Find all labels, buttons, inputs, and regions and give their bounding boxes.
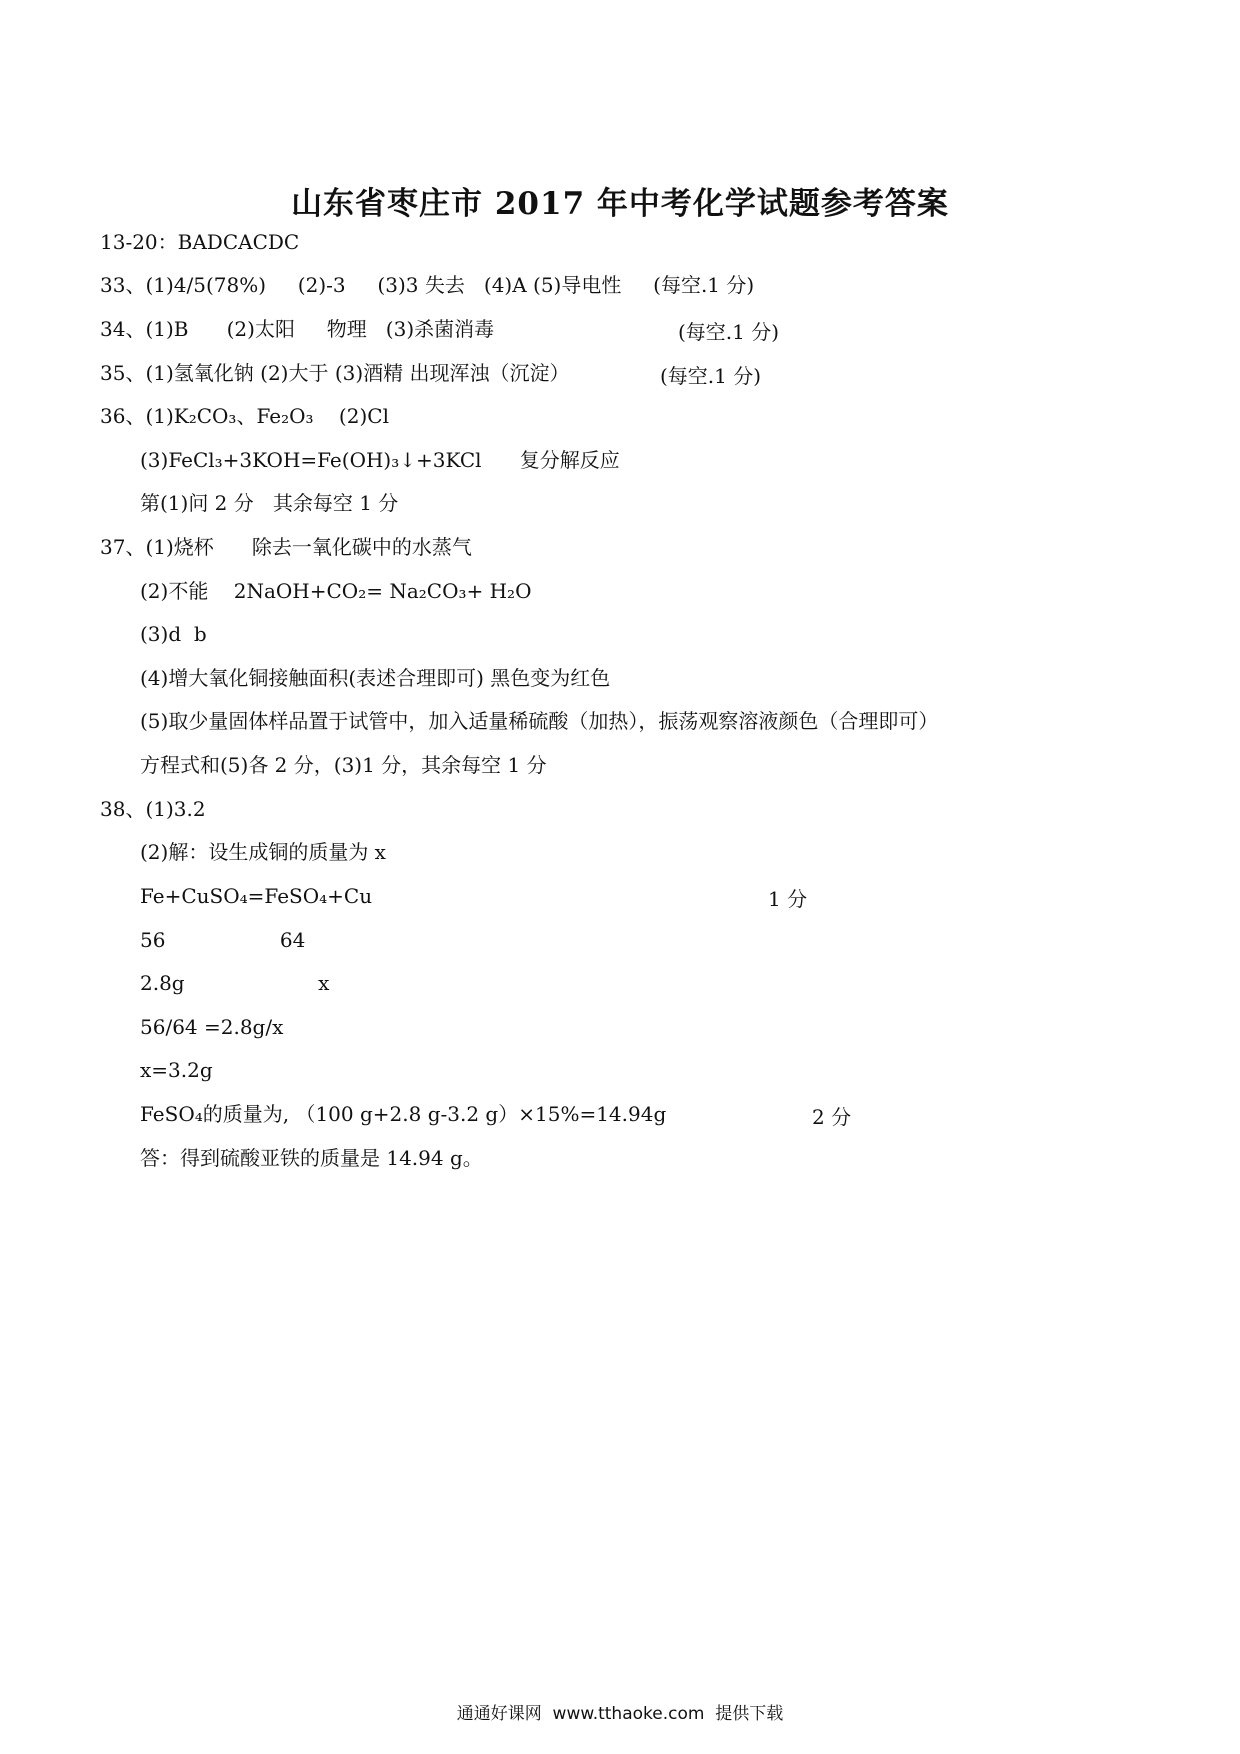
answer-38-part2: (2)解：设生成铜的质量为 x (140, 840, 386, 864)
answer-33: 33、(1)4/5(78%) (2)-3 (3)3 失去 (4)A (5)导电性 (每空.1 分) (100, 273, 755, 297)
answer-37-part4: (4)增大氧化铜接触面积(表述合理即可) 黑色变为红色 (140, 666, 611, 690)
answer-37-part2: (2)不能 2NaOH+CO₂= Na₂CO₃+ H₂O (140, 579, 532, 603)
answer-38-conclusion: 答：得到硫酸亚铁的质量是 14.94 g。 (140, 1146, 483, 1170)
answer-37-scoring: 方程式和(5)各 2 分，(3)1 分，其余每空 1 分 (140, 753, 547, 777)
footer-source: 通通好课网 www.tthaoke.com 提供下载 (456, 1704, 784, 1724)
answer-38-feso4: FeSO₄的质量为, （100 g+2.8 g-3.2 g）×15%=14.94g (140, 1102, 667, 1126)
answer-35-score: (每空.1 分) (660, 364, 762, 388)
answer-35: 35、(1)氢氧化钠 (2)大于 (3)酒精 出现浑浊（沉淀） (100, 361, 570, 385)
document-title: 山东省枣庄市 2017 年中考化学试题参考答案 (291, 186, 949, 222)
answer-38-result: x=3.2g (140, 1058, 213, 1082)
answer-38-feso4-score: 2 分 (812, 1105, 852, 1129)
answer-37-part1: 37、(1)烧杯 除去一氧化碳中的水蒸气 (100, 535, 472, 559)
answer-37-part5: (5)取少量固体样品置于试管中，加入适量稀硫酸（加热），振荡观察溶液颜色（合理即可） (140, 709, 939, 733)
answer-38-equation-score: 1 分 (768, 887, 808, 911)
answer-37-part3: (3)d b (140, 622, 207, 646)
answer-38-mass: 2.8g x (140, 971, 330, 995)
answer-38-ratio: 56 64 (140, 928, 306, 952)
answer-36-part1: 36、(1)K₂CO₃、Fe₂O₃ (2)Cl (100, 404, 389, 428)
answer-36-scoring: 第(1)问 2 分 其余每空 1 分 (140, 491, 399, 515)
answer-38-part1: 38、(1)3.2 (100, 797, 206, 821)
answer-13-20: 13-20：BADCACDC (100, 230, 300, 254)
answer-34: 34、(1)B (2)太阳 物理 (3)杀菌消毒 (100, 317, 495, 341)
answer-38-equation: Fe+CuSO₄=FeSO₄+Cu (140, 884, 373, 908)
answer-34-score: (每空.1 分) (678, 320, 780, 344)
answer-38-proportion: 56/64 =2.8g/x (140, 1015, 284, 1039)
answer-36-part3: (3)FeCl₃+3KOH=Fe(OH)₃↓+3KCl 复分解反应 (140, 448, 620, 472)
